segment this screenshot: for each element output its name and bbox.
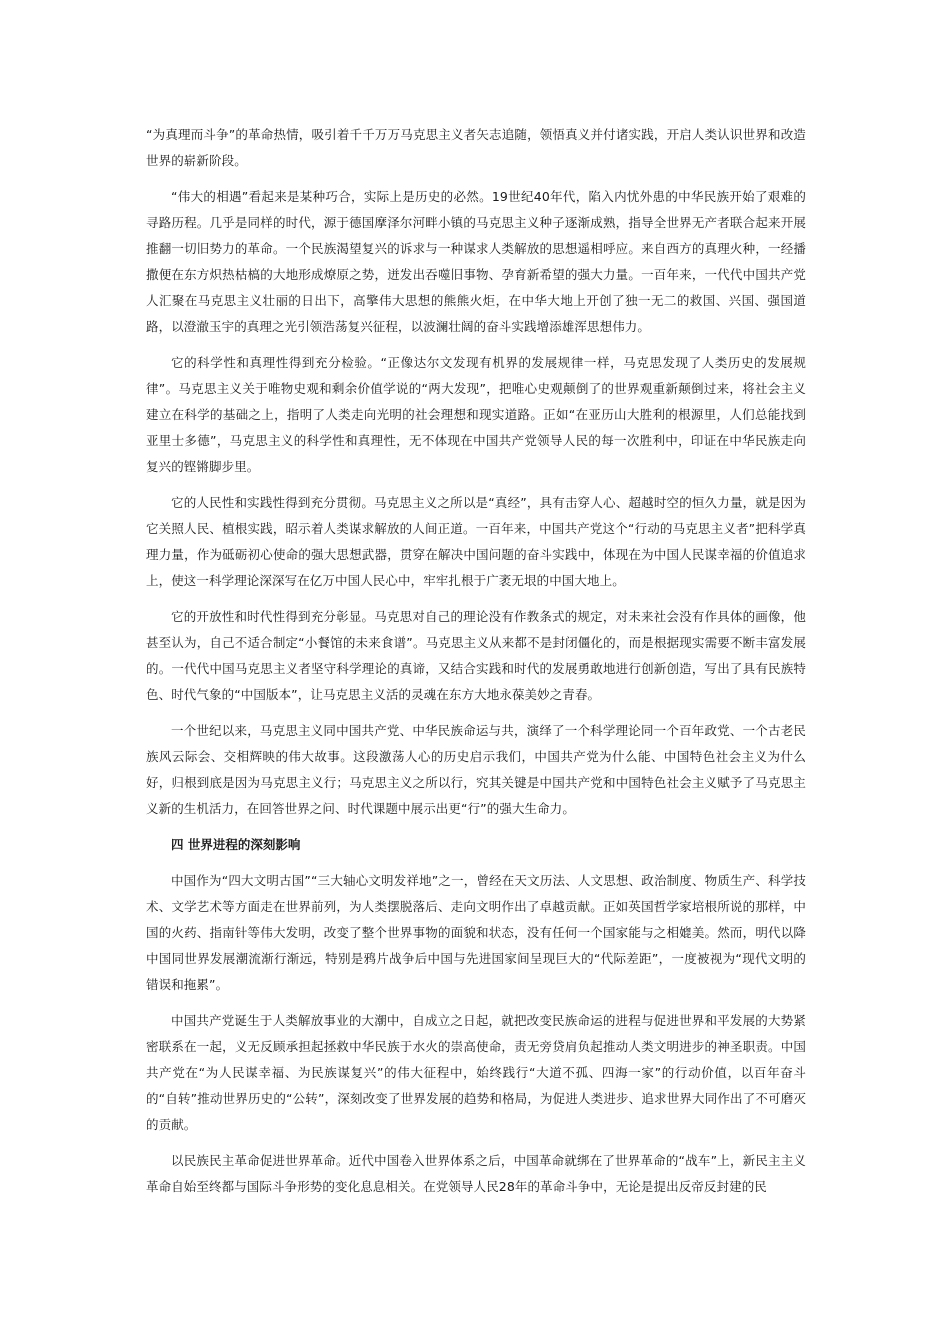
section-heading: 四 世界进程的深刻影响 [171,837,301,852]
document-page [146,122,806,1210]
paragraph-century-summary: 一个世纪以来，马克思主义同中国共产党、中华民族命运与共，演绎了一个科学理论同一个百年政党、一个古老民族风云际会、交相辉映的伟大故事。这段激荡人心的历史启示我们，中国共产党为什么能、中国特色社会主义为什么好，归根到底是因为马克思主义行；马克思主义之所以行，究其关键是中国共产党和中国特色社会主义赋予了马克思主义新的生机活力，在回答世界之问、时代课题中展示出更“行”的强大生命力。 [146,723,806,816]
paragraph-ancient-civilization: 中国作为“四大文明古国”“三大轴心文明发祥地”之一，曾经在天文历法、人文思想、政治制度、物质生产、科学技术、文学艺术等方面走在世界前列，为人类摆脱落后、走向文明作出了卓越贡献。正如英国哲学家培根所说的那样，中国的火药、指南针等伟大发明，改变了整个世界事物的面貌和状态，没有任何一个国家能与之相媲美。然而，明代以降中国同世界发展潮流渐行渐远，特别是鸦片战争后中国与先进国家间呈现巨大的“代际差距”，一度被视为“现代文明的错误和拖累”。 [146,873,806,992]
paragraph-people-practice: 它的人民性和实践性得到充分贯彻。马克思主义之所以是“真经”，具有击穿人心、超越时空的恒久力量，就是因为它关照人民、植根实践，昭示着人类谋求解放的人间正道。一百年来，中国共产党这个“行动的马克思主义者”把科学真理力量，作为砥砺初心使命的强大思想武器，贯穿在解决中国问题的奋斗实践中，体现在为中国人民谋幸福的价值追求上，使这一科学理论深深写在亿万中国人民心中，牢牢扎根于广袤无垠的中国大地上。 [146,495,806,588]
paragraph-scientific-truth: 它的科学性和真理性得到充分检验。“正像达尔文发现有机界的发展规律一样，马克思发现了人类历史的发展规律”。马克思主义关于唯物史观和剩余价值学说的“两大发现”，把唯心史观颠倒了的世界观重新颠倒过来，将社会主义建立在科学的基础之上，指明了人类走向光明的社会理想和现实道路。正如“在亚历山大胜利的根源里，人们总能找到亚里士多德”，马克思主义的科学性和真理性，无不体现在中国共产党领导人民的每一次胜利中，印证在中华民族走向复兴的铿锵脚步里。 [146,355,806,474]
paragraph-great-encounter: “伟大的相遇”看起来是某种巧合，实际上是历史的必然。19世纪40年代，陷入内忧外患的中华民族开始了艰难的寻路历程。几乎是同样的时代，源于德国摩泽尔河畔小镇的马克思主义种子逐渐成熟，指导全世界无产者联合起来开展推翻一切旧势力的革命。一个民族渴望复兴的诉求与一种谋求人类解放的思想遥相呼应。来自西方的真理火种，一经播撒便在东方炽热枯槁的大地形成燎原之势，迸发出吞噬旧事物、孕育新希望的强大力量。一百年来，一代代中国共产党人汇聚在马克思主义壮丽的日出下，高擎伟大思想的熊熊火炬，在中华大地上开创了独一无二的救国、兴国、强国道路，以澄澈玉宇的真理之光引领浩荡复兴征程，以波澜壮阔的奋斗实践增添雄浑思想伟力。 [146,189,806,334]
paragraph-continuation: “为真理而斗争”的革命热情，吸引着千千万万马克思主义者矢志追随，领悟真义并付诸实践，开启人类认识世界和改造世界的崭新阶段。 [146,127,806,168]
paragraph-openness-era: 它的开放性和时代性得到充分彰显。马克思对自己的理论没有作教条式的规定，对未来社会没有作具体的画像，他甚至认为，自己不适合制定“小餐馆的未来食谱”。马克思主义从来都不是封闭僵化的，而是根据现实需要不断丰富发展的。一代代中国马克思主义者坚守科学理论的真谛，又结合实践和时代的发展勇敢地进行创新创造，写出了具有民族特色、时代气象的“中国版本”，让马克思主义活的灵魂在东方大地永葆美妙之青春。 [146,609,806,702]
paragraph-world-revolution: 以民族民主革命促进世界革命。近代中国卷入世界体系之后，中国革命就绑在了世界革命的“战车”上，新民主主义革命自始至终都与国际斗争形势的变化息息相关。在党领导人民28年的革命斗争中，无论是提出反帝反封建的民 [146,1153,806,1194]
paragraph-party-mission: 中国共产党诞生于人类解放事业的大潮中，自成立之日起，就把改变民族命运的进程与促进世界和平发展的大势紧密联系在一起，义无反顾承担起拯救中华民族于水火的崇高使命，责无旁贷肩负起推动人类文明进步的神圣职责。中国共产党在“为人民谋幸福、为民族谋复兴”的伟大征程中，始终践行“大道不孤、四海一家”的行动价值，以百年奋斗的“自转”推动世界历史的“公转”，深刻改变了世界发展的趋势和格局，为促进人类进步、追求世界大同作出了不可磨灭的贡献。 [146,1013,806,1132]
